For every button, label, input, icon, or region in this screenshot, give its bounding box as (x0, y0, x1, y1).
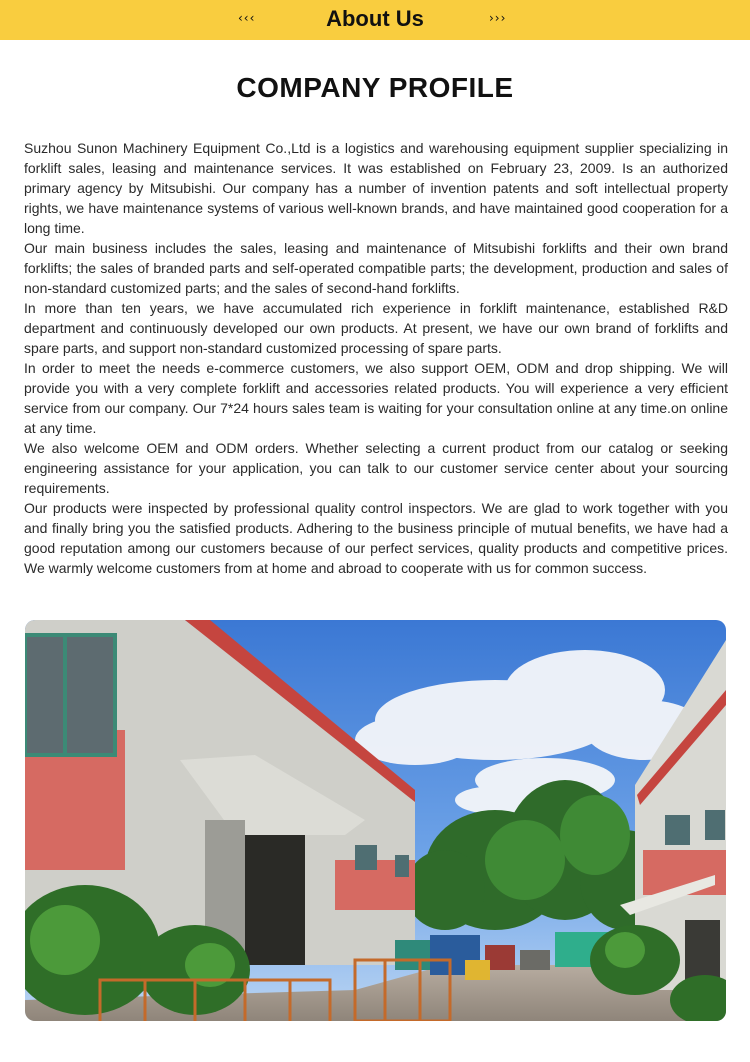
company-profile-text (24, 138, 728, 578)
profile-paragraph: Suzhou Sunon Machinery Equipment Co.,Ltd is a logistics and warehousing equipment supplier specializing in forklift sales, leasing and maintenance services. It was established on February 23, 2009. Is an authorized primary agency by Mitsubishi. Our company has a number of invention patents and soft intellectual property rights, we have maintenance systems of various well-known brands, and have maintained good cooperation for a long time. (24, 140, 728, 236)
about-us-banner (0, 0, 750, 40)
chevrons-right-icon: ››› (489, 11, 507, 25)
profile-paragraph: In more than ten years, we have accumulated rich experience in forklift maintenance, established R&D department and continuously developed our own products. At present, we have our own brand of forklifts and spare parts, and support non-standard customized processing of spare parts. (24, 300, 728, 356)
profile-paragraph: Our main business includes the sales, leasing and maintenance of Mitsubishi forklifts and their own brand forklifts; the sales of branded parts and self-operated compatible parts; the development, production and sales of non-standard customized parts; and the sales of second-hand forklifts. (24, 240, 728, 296)
chevrons-left-icon: ‹‹‹ (238, 11, 256, 25)
warehouse-photo (25, 620, 726, 1021)
warehouse-illustration (25, 620, 726, 1021)
profile-paragraph: In order to meet the needs e-commerce customers, we also support OEM, ODM and drop shipping. We will provide you with a very complete forklift and accessories related products. You will experience a very efficient service from our company. Our 7*24 hours sales team is waiting for your consultation online at any time.on online at any time. (24, 360, 728, 436)
company-profile-heading: COMPANY PROFILE (236, 72, 514, 103)
profile-paragraph: We also welcome OEM and ODM orders. Whether selecting a current product from our catalog or seeking engineering assistance for your application, you can talk to our customer service center about your sourcing requirements. (24, 440, 728, 496)
page-title: About Us (326, 6, 424, 31)
profile-paragraph: Our products were inspected by professional quality control inspectors. We are glad to work together with you and finally bring you the satisfied products. Adhering to the business principle of mutual benefits, we have had a good reputation among our customers because of our perfect services, quality products and competitive prices. We warmly welcome customers from at home and abroad to cooperate with us for common success. (24, 500, 728, 576)
